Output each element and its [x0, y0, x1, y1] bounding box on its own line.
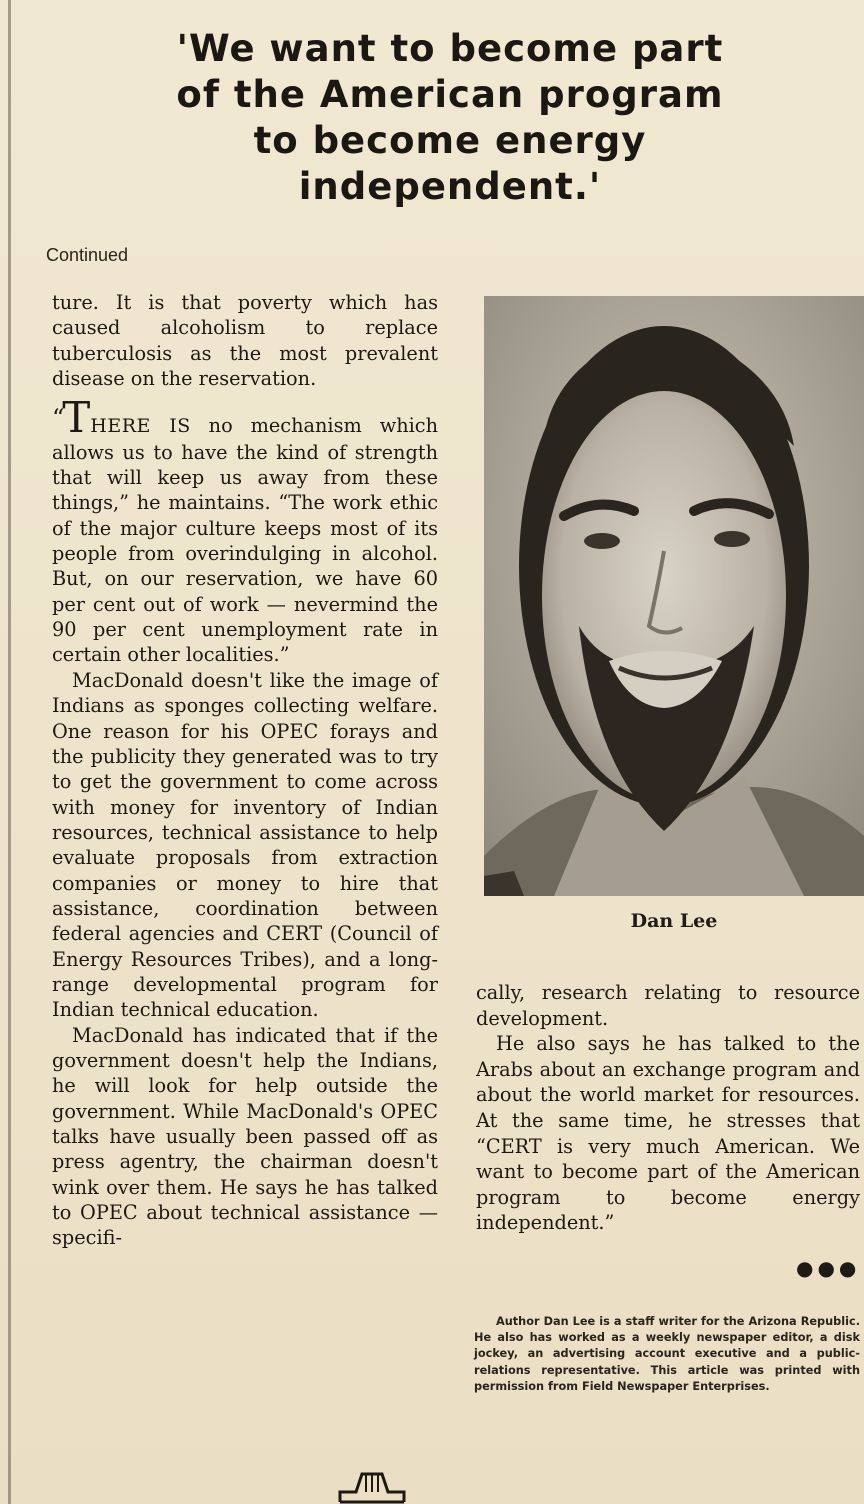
photo-caption: Dan Lee [630, 910, 718, 932]
paragraph-1: ture. It is that poverty which has caused alcoholism to replace tuberculosis as the most prevalent disease on the reservation. [52, 291, 438, 391]
author-photo [484, 296, 864, 896]
right-paragraph-2: He also says he has talked to the Arabs about an exchange program and about the world market for resources. At the same time, he stresses that “CERT is very much American. We want to become part of the American program to become energy independent.” [476, 1032, 860, 1235]
portrait-illustration [484, 296, 864, 896]
end-of-article-mark: ●●● [796, 1256, 861, 1280]
book-logo-icon [336, 1466, 408, 1504]
paragraph-2-text: no mechanism which allows us to have the kind of strength that will keep us away from these things,” he maintains. “The work ethic of the major culture keeps most of its people from overindulging in alcohol. But, on our reservation, we have 60 per cent out of work — nevermind the 90 per cent unemployment rate in certain other localities.” [52, 414, 438, 667]
author-bio-text: Author Dan Lee is a staff writer for the Arizona Republic. He also has worked as a weekly newspaper editor, a disk jockey, an advertising account executive and a public-relations representative. This article was printed with permission from Field Newspaper Enterprises. [474, 1315, 860, 1393]
right-paragraph-1: cally, research relating to resource development. [476, 981, 860, 1030]
right-column [476, 980, 860, 1236]
margin-rule [8, 0, 11, 1504]
drop-cap: T [62, 393, 91, 443]
left-column [52, 290, 438, 1251]
paragraph-4: MacDonald has indicated that if the government doesn't help the Indians, he will look for help outside the government. While MacDonald's OPEC talks have usually been passed off as press agentry, the chairman doesn't wink over them. He says he has talked to OPEC about technical assistance — specifi- [52, 1023, 438, 1250]
lead-in-caps: HERE IS [90, 415, 191, 438]
opening-quote: “ [52, 404, 63, 433]
continued-label: Continued [46, 245, 129, 265]
author-bio [474, 1314, 860, 1395]
paragraph-2 [52, 393, 438, 667]
paragraph-3: MacDonald doesn't like the image of Indians as sponges collecting welfare. One reason for his OPEC forays and the publicity they generated was to try to get the government to come across with money for inventory of Indian resources, technical assistance to help evaluate proposals from extraction companies or money to hire that assistance, coordination between federal agencies and CERT (Council of Energy Resources Tribes), and a long-range developmental program for Indian technical education. [52, 668, 438, 1022]
pull-quote-headline: 'We want to become part of the American program to become energy independent.' [176, 27, 724, 208]
